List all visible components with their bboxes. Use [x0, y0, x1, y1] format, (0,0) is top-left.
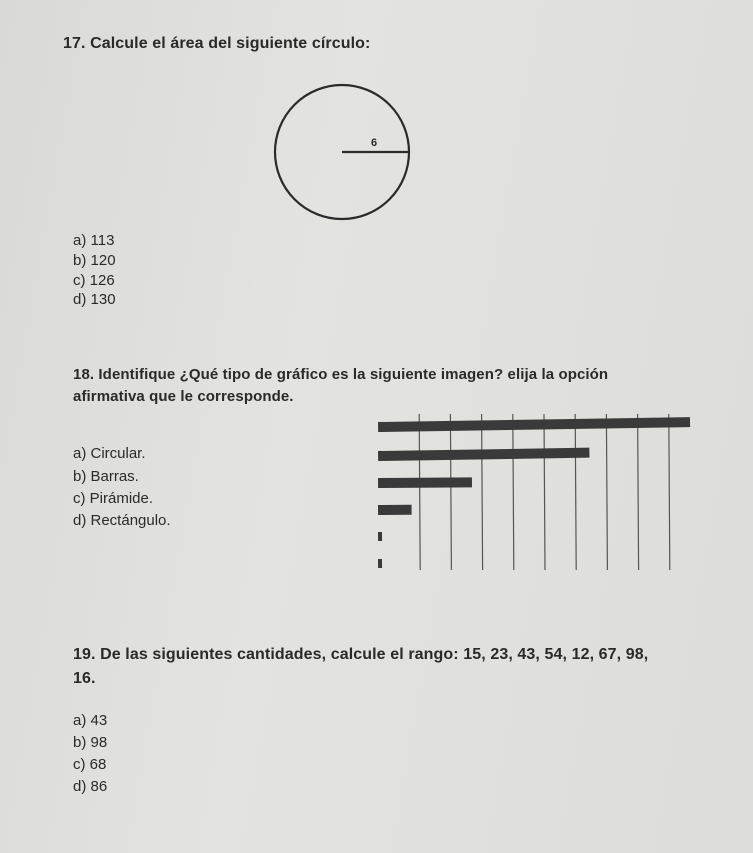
gridline [606, 414, 607, 570]
question-19-title-line1: 19. De las siguientes cantidades, calcule el rango: 15, 23, 43, 54, 12, 67, 98, [73, 646, 649, 663]
gridline [450, 414, 451, 570]
gridline [513, 414, 514, 570]
question-18-title-line1: 18. Identifique ¿Qué tipo de gráfico es la siguiente imagen? elija la opción [73, 366, 609, 383]
bar-4 [378, 505, 412, 515]
q18-option-c[interactable]: c) Pirámide. [73, 490, 154, 507]
gridline [669, 414, 670, 570]
q18-option-b[interactable]: b) Barras. [73, 468, 139, 485]
q17-option-d[interactable]: d) 130 [73, 291, 116, 308]
q19-option-a[interactable]: a) 43 [73, 712, 108, 729]
bar-3 [378, 477, 472, 488]
q18-option-a[interactable]: a) Circular. [73, 445, 146, 462]
gridline [419, 414, 420, 570]
q17-option-b[interactable]: b) 120 [73, 252, 116, 269]
question-18-title-line2: afirmativa que le corresponde. [73, 388, 294, 405]
bar-chart [376, 408, 696, 578]
gridline [575, 414, 576, 570]
q17-option-a[interactable]: a) 113 [73, 232, 115, 249]
q19-option-c[interactable]: c) 68 [73, 756, 107, 773]
bar-5 [378, 532, 382, 541]
q17-option-c[interactable]: c) 126 [73, 272, 115, 289]
bar-6 [378, 559, 382, 568]
bar-2 [378, 448, 589, 461]
gridline [482, 414, 483, 570]
question-19-title-line2: 16. [73, 670, 96, 687]
q19-option-d[interactable]: d) 86 [73, 778, 108, 795]
question-17-title: 17. Calcule el área del siguiente círculo: [63, 35, 371, 52]
q19-option-b[interactable]: b) 98 [73, 734, 108, 751]
q18-option-d[interactable]: d) Rectángulo. [73, 512, 171, 529]
bar-1 [378, 417, 690, 432]
gridline [638, 414, 639, 570]
radius-label: 6 [371, 137, 378, 149]
gridline [544, 414, 545, 570]
circle-figure [268, 86, 428, 226]
